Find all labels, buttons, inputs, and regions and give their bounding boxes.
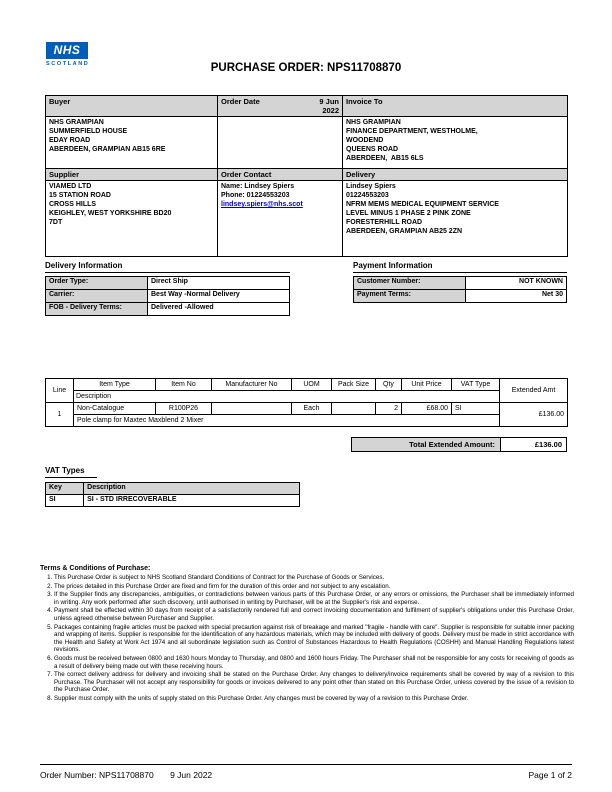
address-line: VIAMED LTD bbox=[49, 183, 92, 190]
footer-date: 9 Jun 2022 bbox=[170, 770, 213, 780]
supplier-address bbox=[46, 181, 218, 257]
address-line: 7DT bbox=[49, 219, 63, 226]
buyer-label: Buyer bbox=[46, 96, 218, 117]
address-line: LEVEL MINUS 1 PHASE 2 PINK ZONE bbox=[346, 210, 471, 217]
address-line: KEIGHLEY, WEST YORKSHIRE BD20 bbox=[49, 210, 172, 217]
footer-page-number: Page 1 of 2 bbox=[528, 770, 572, 780]
line-items-table bbox=[45, 378, 568, 427]
info-sections bbox=[45, 261, 567, 316]
address-line: EDAY ROAD bbox=[49, 137, 91, 144]
qty-header: Qty bbox=[376, 379, 402, 391]
terms-item: 3. If the Supplier finds any discrepancies, ambiguities, or contradictions between various parts of this Purchase Order, or any errors or omissions, the Purchaser shall be immediately informed in writing. Any work performed after such discovery, until authorised in writing by Purchaser, will be at the Supplier's risk and expense. bbox=[54, 591, 574, 606]
address-line: FINANCE DEPARTMENT, WESTHOLME, bbox=[346, 128, 478, 135]
extended-amt-header: Extended Amt bbox=[500, 379, 568, 403]
manufacturer-no-header: Manufacturer No bbox=[212, 379, 292, 391]
uom-value: Each bbox=[292, 403, 332, 415]
table-row bbox=[46, 277, 290, 290]
terms-and-conditions-section bbox=[40, 565, 574, 704]
table-row bbox=[354, 290, 567, 303]
supplier-content-row bbox=[46, 181, 568, 257]
nhs-scotland-label: SCOTLAND bbox=[46, 61, 90, 67]
order-contact bbox=[218, 181, 343, 257]
delivery-label: Delivery bbox=[343, 169, 568, 181]
pack-size-value bbox=[332, 403, 376, 415]
parties-table bbox=[45, 95, 568, 257]
order-date-value: 9 Jun 2022 bbox=[319, 97, 339, 115]
fob-terms-value: Delivered -Allowed bbox=[148, 303, 290, 316]
address-line: Lindsey Spiers bbox=[346, 183, 396, 190]
delivery-information-table bbox=[45, 276, 290, 316]
customer-number-value: NOT KNOWN bbox=[466, 277, 567, 290]
address-line: NHS GRAMPIAN bbox=[49, 119, 104, 126]
uom-header: UOM bbox=[292, 379, 332, 391]
item-description-row bbox=[46, 415, 568, 427]
buyer-header-row bbox=[46, 96, 568, 117]
address-line: QUEENS ROAD bbox=[346, 146, 399, 153]
payment-information-title: Payment Information bbox=[353, 261, 567, 273]
payment-terms-value: Net 30 bbox=[466, 290, 567, 303]
supplier-header-row bbox=[46, 169, 568, 181]
delivery-address bbox=[343, 181, 568, 257]
total-extended-row bbox=[45, 437, 567, 452]
vat-types-title: VAT Types bbox=[45, 466, 97, 478]
nhs-logo-icon: NHS bbox=[46, 42, 88, 59]
address-line: FORESTERHILL ROAD bbox=[346, 219, 423, 226]
vat-types-table bbox=[45, 482, 300, 507]
vat-header-row bbox=[46, 483, 300, 495]
vat-description-header: Description bbox=[84, 483, 300, 495]
buyer-content-row bbox=[46, 117, 568, 169]
fob-terms-label: FOB - Delivery Terms: bbox=[46, 303, 148, 316]
description-header: Description bbox=[74, 391, 500, 403]
item-type-value: Non-Catalogue bbox=[74, 403, 156, 415]
page-title: PURCHASE ORDER: NPS11708870 bbox=[210, 62, 402, 74]
items-description-header-row bbox=[46, 391, 568, 403]
terms-item: 6. Goods must be received between 0800 and 1630 hours Monday to Thursday, and 0800 and 1600 hours Friday. The Purchaser shall not be responsible for any costs for receiving of goods as a result of delivery being made out with these receiving hours. bbox=[54, 655, 574, 670]
order-date-cell bbox=[218, 96, 343, 117]
vat-key-value: SI bbox=[46, 495, 84, 507]
total-extended-value: £136.00 bbox=[501, 437, 567, 452]
table-row bbox=[46, 495, 300, 507]
customer-number-label: Customer Number: bbox=[354, 277, 466, 290]
item-type-header: Item Type bbox=[74, 379, 156, 391]
address-line: CROSS HILLS bbox=[49, 201, 97, 208]
address-line: ABERDEEN, AB15 6LS bbox=[346, 155, 424, 162]
vat-description-value: SI - STD IRRECOVERABLE bbox=[84, 495, 300, 507]
order-contact-label: Order Contact bbox=[218, 169, 343, 181]
line-items-section bbox=[45, 378, 567, 452]
footer-order-number: Order Number: NPS11708870 bbox=[40, 770, 154, 780]
delivery-information-section bbox=[45, 261, 290, 316]
order-type-value: Direct Ship bbox=[148, 277, 290, 290]
contact-name: Name: Lindsey Spiers bbox=[221, 183, 295, 190]
pack-size-header: Pack Size bbox=[332, 379, 376, 391]
vat-key-header: Key bbox=[46, 483, 84, 495]
terms-item: 2. The prices detailed in this Purchase Order are fixed and firm for the duration of this order and not subject to any escalation. bbox=[54, 583, 574, 591]
payment-terms-label: Payment Terms: bbox=[354, 290, 466, 303]
contact-email-link[interactable]: lindsey.spiers@nhs.scot bbox=[221, 201, 303, 208]
payment-information-section bbox=[353, 261, 567, 316]
table-row bbox=[354, 277, 567, 290]
address-line: ABERDEEN, GRAMPIAN AB15 6RE bbox=[49, 146, 166, 153]
table-row bbox=[46, 303, 290, 316]
order-type-label: Order Type: bbox=[46, 277, 148, 290]
supplier-label: Supplier bbox=[46, 169, 218, 181]
line-number: 1 bbox=[46, 403, 74, 427]
terms-item: 1. This Purchase Order is subject to NHS Scotland Standard Conditions of Contract for the Purchase of Goods or Services. bbox=[54, 574, 574, 582]
terms-item: 8. Supplier must comply with the units of supply stated on this Purchase Order. Any changes must be covered by way of a revision to this Purchase Order. bbox=[54, 695, 574, 703]
address-line: ABERDEEN, GRAMPIAN AB25 2ZN bbox=[346, 228, 463, 235]
address-line: 15 STATION ROAD bbox=[49, 192, 111, 199]
qty-value: 2 bbox=[376, 403, 402, 415]
terms-list bbox=[40, 574, 574, 703]
address-line: NHS GRAMPIAN bbox=[346, 119, 401, 126]
extended-amt-value: £136.00 bbox=[500, 403, 568, 427]
buyer-address bbox=[46, 117, 218, 169]
manufacturer-no-value bbox=[212, 403, 292, 415]
terms-item: 7. The correct delivery address for delivery and invoicing shall be stated on the Purchase Order. Any changes to delivery/invoice requirements shall be covered by way of a revision to this Purchase. The Purchaser will not accept any responsibility for goods or invoices delivered to any point other than stated on this Purchase Order, unless covered by the issue of a revision to the Purchase Order. bbox=[54, 671, 574, 694]
page-footer bbox=[40, 764, 572, 780]
item-no-header: Item No bbox=[156, 379, 212, 391]
item-no-value: R100P26 bbox=[156, 403, 212, 415]
total-extended-label: Total Extended Amount: bbox=[351, 437, 501, 452]
carrier-value: Best Way -Normal Delivery bbox=[148, 290, 290, 303]
order-date-label: Order Date bbox=[221, 97, 260, 106]
terms-item: 5. Packages containing fragile articles must be packed with special precaution against risk of breakage and marked "fragile - handle with care". Supplier is responsible for suitable inner packing and wrapping of items. Supplier is responsible for the identification of any hazardous materials, which may be included with delivery of goods. Delivery must be made in strict accordance with the Health and Safety at Work Act 1974 and all subordinate legislation such as Control of Substances Hazardous to Health Regulations (COSHH) and Manual Handling Regulations latest revisions. bbox=[54, 624, 574, 654]
item-description: Pole clamp for Maxtec Maxblend 2 Mixer bbox=[74, 415, 500, 427]
line-header: Line bbox=[46, 379, 74, 403]
payment-information-table bbox=[353, 276, 567, 303]
footer-left bbox=[40, 770, 226, 780]
vat-type-value: SI bbox=[452, 403, 500, 415]
delivery-information-title: Delivery Information bbox=[45, 261, 290, 273]
address-line: WOODEND bbox=[346, 137, 384, 144]
terms-item: 4. Payment shall be effected within 30 days from receipt of a satisfactorily rendered full and correct invoicing documentation and fulfilment of supplier's obligations under this Purchase Order, unless agreed otherwise between Purchaser and Supplier. bbox=[54, 607, 574, 622]
address-line: SUMMERFIELD HOUSE bbox=[49, 128, 128, 135]
invoice-address bbox=[343, 117, 568, 169]
address-line: NFRM MEMS MEDICAL EQUIPMENT SERVICE bbox=[346, 201, 499, 208]
carrier-label: Carrier: bbox=[46, 290, 148, 303]
empty-cell bbox=[218, 117, 343, 169]
terms-title: Terms & Conditions of Purchase: bbox=[40, 565, 151, 572]
items-header-row bbox=[46, 379, 568, 391]
address-line: 01224553203 bbox=[346, 192, 389, 199]
table-row bbox=[46, 403, 568, 415]
table-row bbox=[46, 290, 290, 303]
unit-price-value: £68.00 bbox=[402, 403, 452, 415]
vat-type-header: VAT Type bbox=[452, 379, 500, 391]
unit-price-header: Unit Price bbox=[402, 379, 452, 391]
invoice-to-label: Invoice To bbox=[343, 96, 568, 117]
contact-phone: Phone: 01224553203 bbox=[221, 192, 290, 199]
vat-types-section bbox=[45, 460, 300, 507]
